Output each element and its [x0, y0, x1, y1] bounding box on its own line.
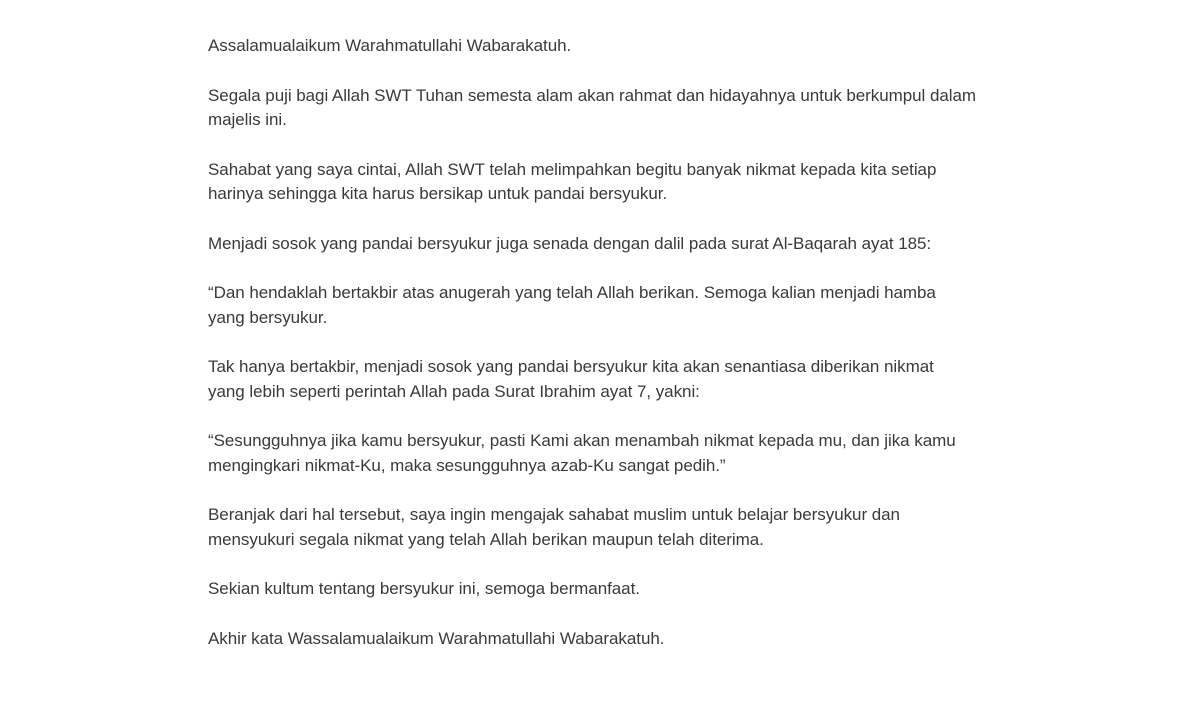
paragraph-opening-greeting: Assalamualaikum Warahmatullahi Wabarakatuh.	[208, 36, 572, 55]
paragraph-closing-greeting: Akhir kata Wassalamualaikum Warahmatullahi Wabarakatuh.	[208, 628, 665, 648]
paragraph-blessings: Sahabat yang saya cintai, Allah SWT telah melimpahkan begitu banyak nikmat kepada kita setiap harinya sehingga kita harus bersikap untuk pandai bersyukur.	[208, 159, 937, 203]
paragraph-quote-ibrahim: “Sesungguhnya jika kamu bersyukur, pasti Kami akan menambah nikmat kepada mu, dan jika kamu mengingkari nikmat-Ku, maka sesungguhnya azab-Ku sangat pedih.”	[208, 431, 956, 475]
article-body	[208, 34, 1008, 676]
paragraph-closing-wish: Sekian kultum tentang bersyukur ini, semoga bermanfaat.	[208, 579, 640, 598]
paragraph-praise: Segala puji bagi Allah SWT Tuhan semesta alam akan rahmat dan hidayahnya untuk berkumpul dalam majelis ini.	[208, 85, 977, 129]
paragraph-quote-al-baqarah: “Dan hendaklah bertakbir atas anugerah yang telah Allah berikan. Semoga kalian menjadi hamba yang bersyukur.	[208, 283, 936, 327]
paragraph-ibrahim-intro: Tak hanya bertakbir, menjadi sosok yang pandai bersyukur kita akan senantiasa diberikan nikmat yang lebih seperti perintah Allah pada Surat Ibrahim ayat 7, yakni:	[208, 357, 934, 401]
paragraph-invitation: Beranjak dari hal tersebut, saya ingin mengajak sahabat muslim untuk belajar bersyukur dan mensyukuri segala nikmat yang telah Allah berikan maupun telah diterima.	[208, 505, 900, 549]
paragraph-dalil-intro: Menjadi sosok yang pandai bersyukur juga senada dengan dalil pada surat Al-Baqarah ayat 185:	[208, 233, 932, 253]
